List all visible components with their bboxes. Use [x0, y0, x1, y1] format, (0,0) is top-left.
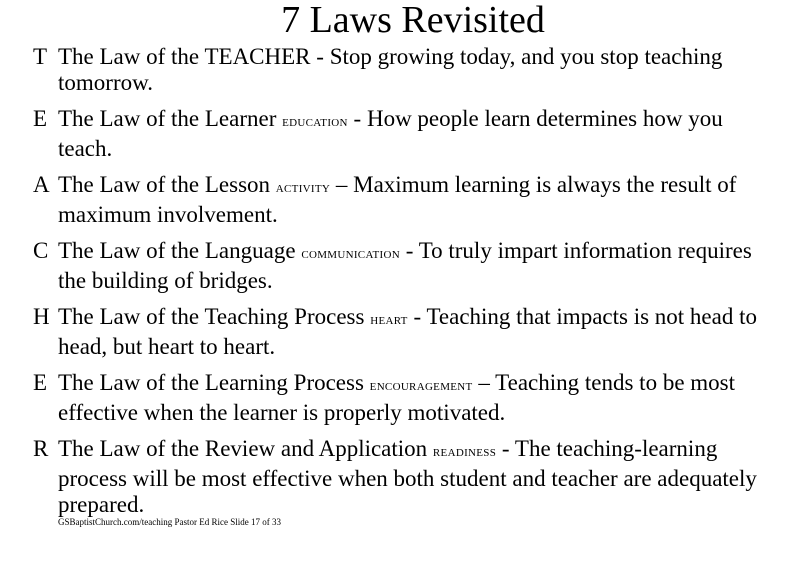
law-text: Teaching tends to be most effective when the learner is properly motivated.: [58, 370, 736, 425]
law-tag: COMMUNICATION: [301, 249, 400, 261]
law-separator: -: [310, 44, 330, 69]
law-text: Teaching that impacts is not head to head, but heart to heart.: [58, 304, 757, 359]
law-separator: -: [496, 436, 515, 461]
law-separator: -: [407, 304, 427, 329]
law-text: Maximum learning is always the result of maximum involvement.: [58, 172, 737, 227]
law-letter: T: [33, 44, 48, 69]
law-separator: –: [330, 172, 354, 197]
law-letter: C: [33, 238, 49, 263]
law-separator: -: [347, 106, 367, 131]
law-tag: ACTIVITY: [275, 183, 331, 195]
law-item: [33, 370, 773, 426]
law-letter: R: [33, 436, 49, 461]
law-item: [33, 106, 773, 162]
law-letter: A: [33, 172, 50, 197]
law-tag: EDUCATION: [282, 117, 348, 129]
law-separator: –: [472, 370, 496, 395]
law-name: The Law of the Lesson: [58, 172, 271, 197]
law-tag: ENCOURAGEMENT: [369, 381, 473, 393]
slide-footer: GSBaptistChurch.com/teaching Pastor Ed Rice Slide 17 of 33: [58, 517, 281, 527]
law-tag: READINESS: [432, 447, 497, 459]
law-text: Stop growing today, and you stop teaching tomorrow.: [58, 44, 723, 95]
law-text: The teaching-learning process will be most effective when both student and teacher are adequately prepared.: [58, 436, 757, 517]
law-item: [33, 44, 773, 96]
law-letter: E: [33, 106, 48, 131]
law-item: [33, 436, 773, 518]
law-text: How people learn determines how you teach.: [58, 106, 723, 161]
law-separator: -: [399, 238, 419, 263]
slide-title: 7 Laws Revisited: [281, 0, 545, 41]
law-letter: H: [33, 304, 50, 329]
law-name: The Law of the Learner: [58, 106, 277, 131]
law-name: The Law of the Teaching Process: [58, 304, 365, 329]
law-tag: HEART: [370, 315, 408, 327]
laws-list: [33, 44, 773, 528]
law-name: The Law of the Review and Application: [58, 436, 428, 461]
law-name: The Law of the Language: [58, 238, 296, 263]
law-item: [33, 238, 773, 294]
law-text: To truly impart information requires the building of bridges.: [58, 238, 752, 293]
law-item: [33, 172, 773, 228]
law-name: The Law of the Learning Process: [58, 370, 364, 395]
law-letter: E: [33, 370, 48, 395]
law-item: [33, 304, 773, 360]
law-name: The Law of the TEACHER: [58, 44, 311, 69]
